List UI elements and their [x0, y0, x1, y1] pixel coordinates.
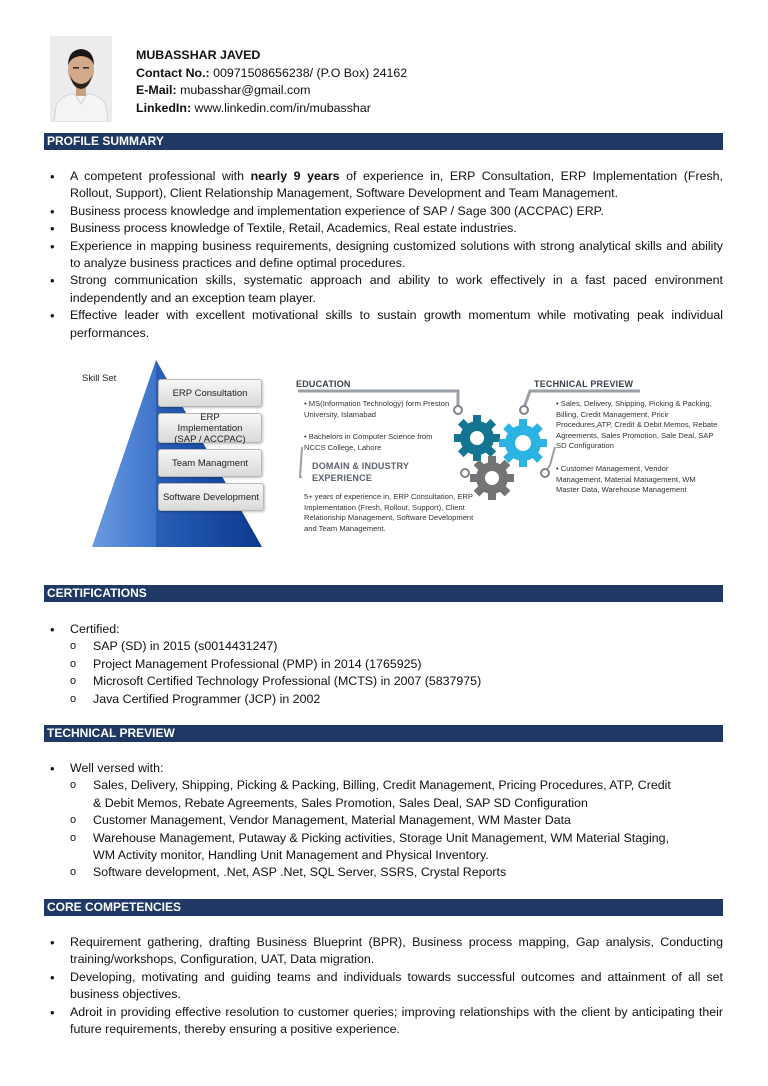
skill-box: ERP Consultation	[158, 379, 262, 407]
profile-summary-list	[44, 168, 723, 342]
certification-item: o Microsoft Certified Technology Professional (MCTS) in 2007 (5837975)	[70, 673, 723, 690]
education-item: • Bachelors in Computer Science from NCCS College, Lahore	[304, 432, 433, 452]
gear-light-blue-icon	[499, 419, 547, 467]
list-item: • Requirement gathering, drafting Business Blueprint (BPR), Business process mapping, Gap analysis, Conducting training/workshops, Configuration, UAT, Data migration.	[44, 934, 723, 969]
contact-label: Contact No.:	[136, 65, 210, 80]
domain-text: 5+ years of experience in, ERP Consultation, ERP Implementation (Fresh, Rollout, Support), Client Relationship Management, Software Development and Team Management.	[304, 492, 474, 533]
linkedin-label: LinkedIn:	[136, 100, 192, 115]
list-item: • Business process knowledge and implementation experience of SAP / Sage 300 (ACCPAC) ERP.	[44, 203, 723, 220]
certification-item: o Project Management Professional (PMP) in 2014 (1765925)	[70, 656, 723, 673]
technical-item: • Sales, Delivery, Shipping, Picking & Packing, Billing, Credit Management, Pricir Procedures,ATP, Credit & Debit Memos, Rebate Agreements, Sales Promotion, Sale Deal, SAP SD Configuration	[556, 399, 718, 451]
gear-gray-icon	[470, 456, 514, 500]
domain-title: DOMAIN & INDUSTRY EXPERIENCE	[312, 461, 409, 483]
certification-item: o Java Certified Programmer (JCP) in 2002	[70, 691, 723, 708]
skill-box: Software Development	[158, 483, 264, 511]
contact-number: 00971508656238/ (P.O Box) 24162	[213, 65, 408, 80]
technical-item: o Sales, Delivery, Shipping, Picking & Packing, Billing, Credit Management, Pricing Procedures, ATP, Credit & Debit Memos, Rebate Agreements, Sales Promotion, Sales Deal, SAP SD Configuration	[70, 777, 680, 812]
list-item: • Well versed with: o Sales, Delivery, Shipping, Picking & Packing, Billing, Credit Management, Pricing Procedures, ATP, Credit & Debit Memos, Rebate Agreements, Sales Promotion, Sales Deal, SAP SD Configuration o Customer Management, Vendor Management, Material Management, WM Master Data o Warehouse Management, Putaway & Picking activities, Storage Unit Management, WM Material Staging, WM Activity monitor, Handling Unit Management and Physical Inventory. o Software development, .Net, ASP .Net, SQL Server, SSRS, Crystal Reports	[44, 760, 723, 882]
certification-item: o SAP (SD) in 2015 (s0014431247)	[70, 638, 723, 655]
candidate-name: MUBASSHAR JAVED	[136, 48, 261, 62]
section-header-core-competencies: CORE COMPETENCIES	[44, 899, 723, 916]
linkedin-url[interactable]: www.linkedin.com/in/mubasshar	[194, 100, 371, 115]
technical-item: o Customer Management, Vendor Management, Material Management, WM Master Data	[70, 812, 680, 829]
list-item: • Business process knowledge of Textile, Retail, Academics, Real estate industries.	[44, 220, 723, 237]
section-header-technical-preview: TECHNICAL PREVIEW	[44, 725, 723, 742]
education-title: EDUCATION	[296, 379, 351, 389]
skills-infographic	[0, 355, 768, 555]
technical-preview-title: TECHNICAL PREVIEW	[534, 379, 634, 389]
skill-set-label: Skill Set	[82, 373, 117, 384]
email-address[interactable]: mubasshar@gmail.com	[180, 83, 311, 97]
technical-item: o Software development, .Net, ASP .Net, SQL Server, SSRS, Crystal Reports	[70, 864, 680, 881]
skill-box: Team Managment	[158, 449, 262, 477]
technical-item: • Customer Management, Vendor Management, Material Management, WM Master Data, Warehouse Management	[556, 464, 696, 495]
profile-photo	[50, 36, 112, 122]
section-header-certifications: CERTIFICATIONS	[44, 585, 723, 602]
list-item: • Experience in mapping business requirements, designing customized solutions with strong analytical skills and ability to analyze business practices and define optimal procedures.	[44, 238, 723, 273]
certifications-list	[44, 621, 723, 708]
list-item: • Effective leader with excellent motivational skills to sustain growth momentum while motivating peak individual performances.	[44, 307, 723, 342]
technical-preview-list	[44, 760, 723, 882]
education-item: • MS(Information Technology) form Preston University, Islamabad	[304, 399, 450, 419]
technical-item: o Warehouse Management, Putaway & Picking activities, Storage Unit Management, WM Material Staging, WM Activity monitor, Handling Unit Management and Physical Inventory.	[70, 830, 680, 865]
contact-block	[136, 47, 407, 117]
list-item: • Strong communication skills, systematic approach and ability to work effectively in a fast paced environment independently and an exception team player.	[44, 272, 723, 307]
skill-box: ERP Implementation (SAP / ACCPAC)	[158, 413, 262, 443]
list-item: • Adroit in providing effective resolution to customer queries; improving relationships with the client by anticipating their future requirements, thereby ensuring a positive experience.	[44, 1004, 723, 1039]
list-item: • Developing, motivating and guiding teams and individuals towards successful outcomes and attainment of all set business objectives.	[44, 969, 723, 1004]
core-competencies-list	[44, 934, 723, 1038]
gear-teal-icon	[454, 415, 500, 461]
email-label: E-Mail:	[136, 83, 177, 97]
list-item: • Certified: o SAP (SD) in 2015 (s0014431247) o Project Management Professional (PMP) in 2014 (1765925) o Microsoft Certified Technology Professional (MCTS) in 2007 (5837975) o Java Certified Programmer (JCP) in 2002	[44, 621, 723, 708]
list-item: • A competent professional with nearly 9 years of experience in, ERP Consultation, ERP Implementation (Fresh, Rollout, Support), Client Relationship Management, Software Development and Team Management.	[44, 168, 723, 203]
section-header-profile-summary: PROFILE SUMMARY	[44, 133, 723, 150]
